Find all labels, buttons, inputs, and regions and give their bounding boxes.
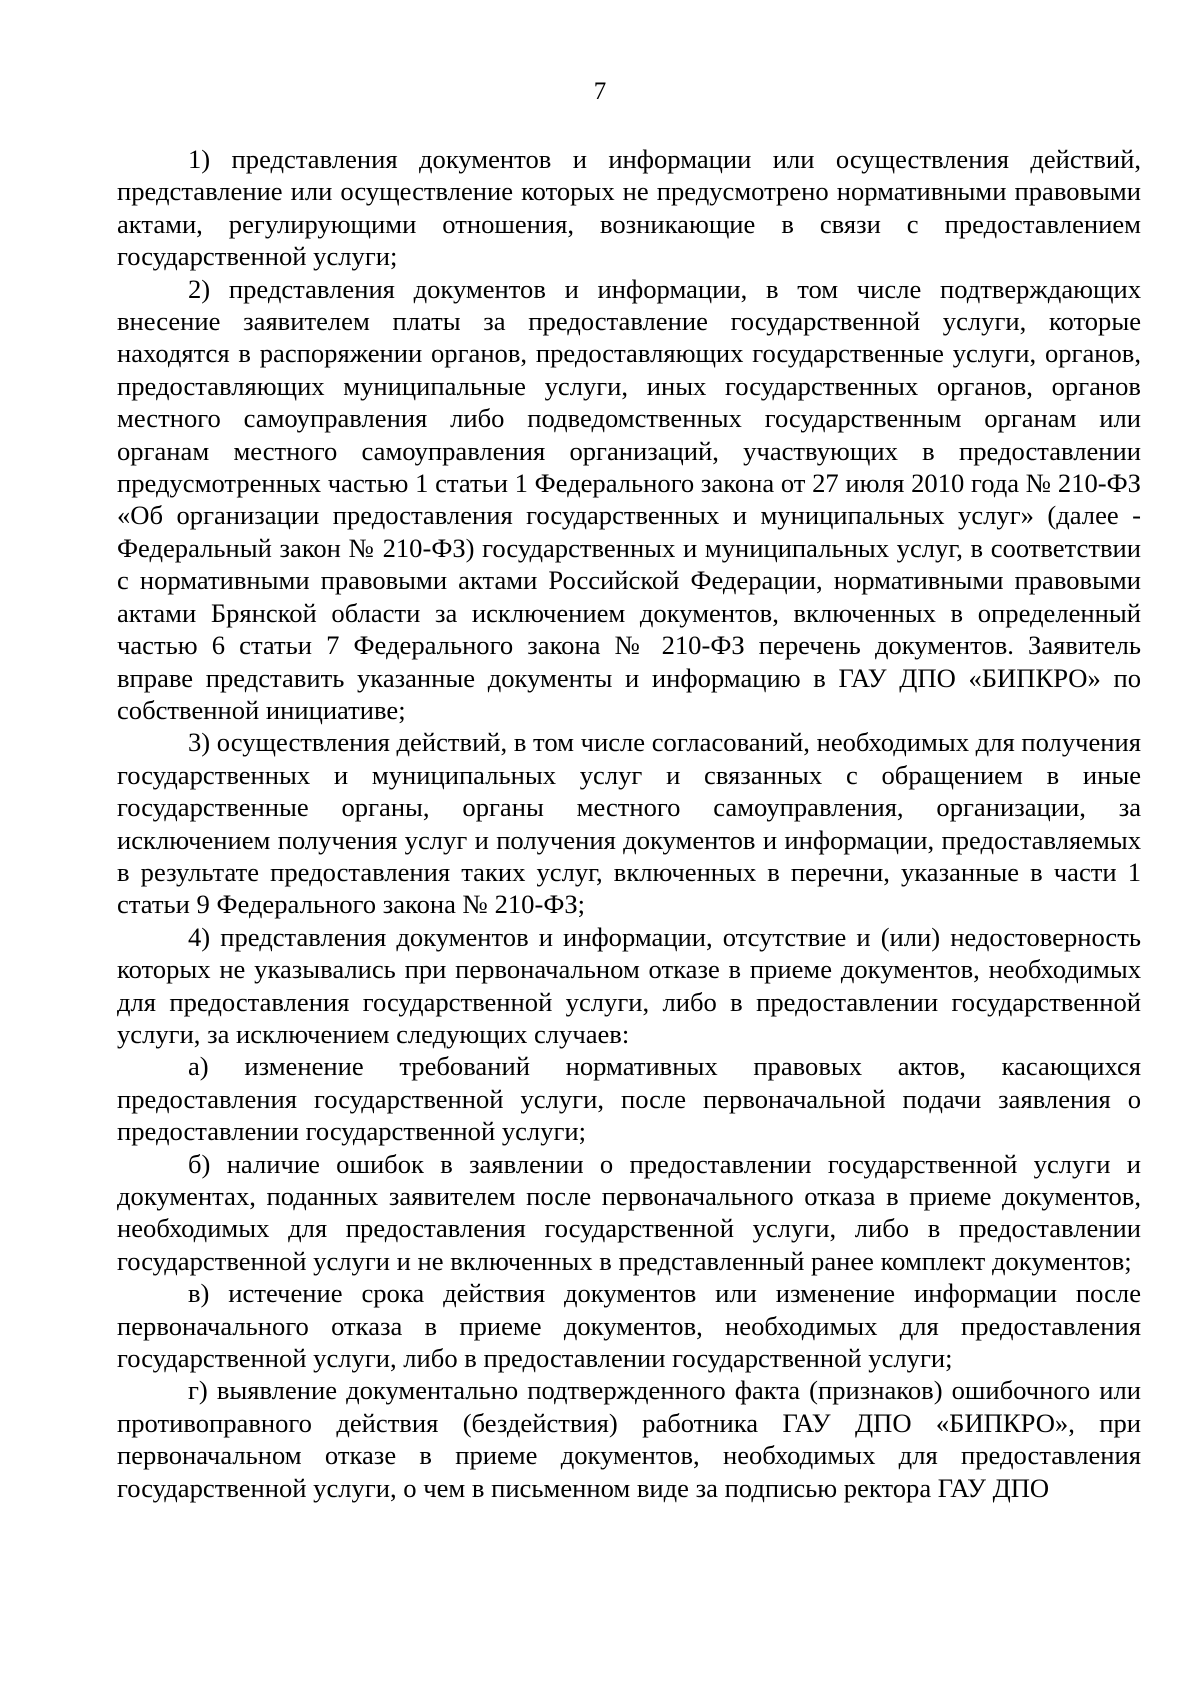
paragraph-item-2: 2) представления документов и информации, в том числе подтверждающих внесение заявителем платы за предоставление государственной услуги, которые находятся в распоряжении органов, предоставляющих государственные услуги, органов, предоставляющих муниципальные услуги, иных государственных органов, органов местного самоуправления либо подведомственных государственным органам или органам местного самоуправления организаций, участвующих в предоставлении предусмотренных частью 1 статьи 1 Федерального закона от 27 июля 2010 года № 210-ФЗ «Об организации предоставления государственных и муниципальных услуг» (далее - Федеральный закон № 210-ФЗ) государственных и муниципальных услуг, в соответствии с нормативными правовыми актами Российской Федерации, нормативными правовыми актами Брянской области за исключением документов, включенных в определенный частью 6 статьи 7 Федерального закона № 210-ФЗ перечень документов. Заявитель вправе представить указанные документы и информацию в ГАУ ДПО «БИПКРО» по собственной инициативе; [117,273,1141,725]
paragraph-item-a: а) изменение требований нормативных правовых актов, касающихся предоставления государственной услуги, после первоначальной подачи заявления о предоставлении государственной услуги; [117,1051,1141,1147]
paragraph-item-b: б) наличие ошибок в заявлении о предоставлении государственной услуги и документах, поданных заявителем после первоначального отказа в приеме документов, необходимых для предоставления государственной услуги, либо в предоставлении государственной услуги и не включенных в представленный ранее комплект документов; [117,1148,1141,1276]
document-body [117,143,1141,1504]
paragraph-item-v: в) истечение срока действия документов или изменение информации после первоначального отказа в приеме документов, необходимых для предоставления государственной услуги, либо в предоставлении государственной услуги; [117,1278,1141,1374]
paragraph-item-g: г) выявление документально подтвержденного факта (признаков) ошибочного или противоправного действия (бездействия) работника ГАУ ДПО «БИПКРО», при первоначальном отказе в приеме документов, необходимых для предоставления государственной услуги, о чем в письменном виде за подписью ректора ГАУ ДПО [117,1375,1141,1503]
paragraph-item-1: 1) представления документов и информации или осуществления действий, представление или осуществление которых не предусмотрено нормативными правовыми актами, регулирующими отношения, возникающие в связи с предоставлением государственной услуги; [117,144,1141,272]
paragraph-item-4: 4) представления документов и информации, отсутствие и (или) недостоверность которых не указывались при первоначальном отказе в приеме документов, необходимых для предоставления государственной услуги, либо в предоставлении государственной услуги, за исключением следующих случаев: [117,921,1141,1049]
page-number: 7 [593,78,607,105]
paragraph-item-3: 3) осуществления действий, в том числе согласований, необходимых для получения государственных и муниципальных услуг и связанных с обращением в иные государственные органы, органы местного самоуправления, организации, за исключением получения услуг и получения документов и информации, предоставляемых в результате предоставления таких услуг, включенных в перечни, указанные в части 1 статьи 9 Федерального закона № 210-ФЗ; [117,727,1141,920]
